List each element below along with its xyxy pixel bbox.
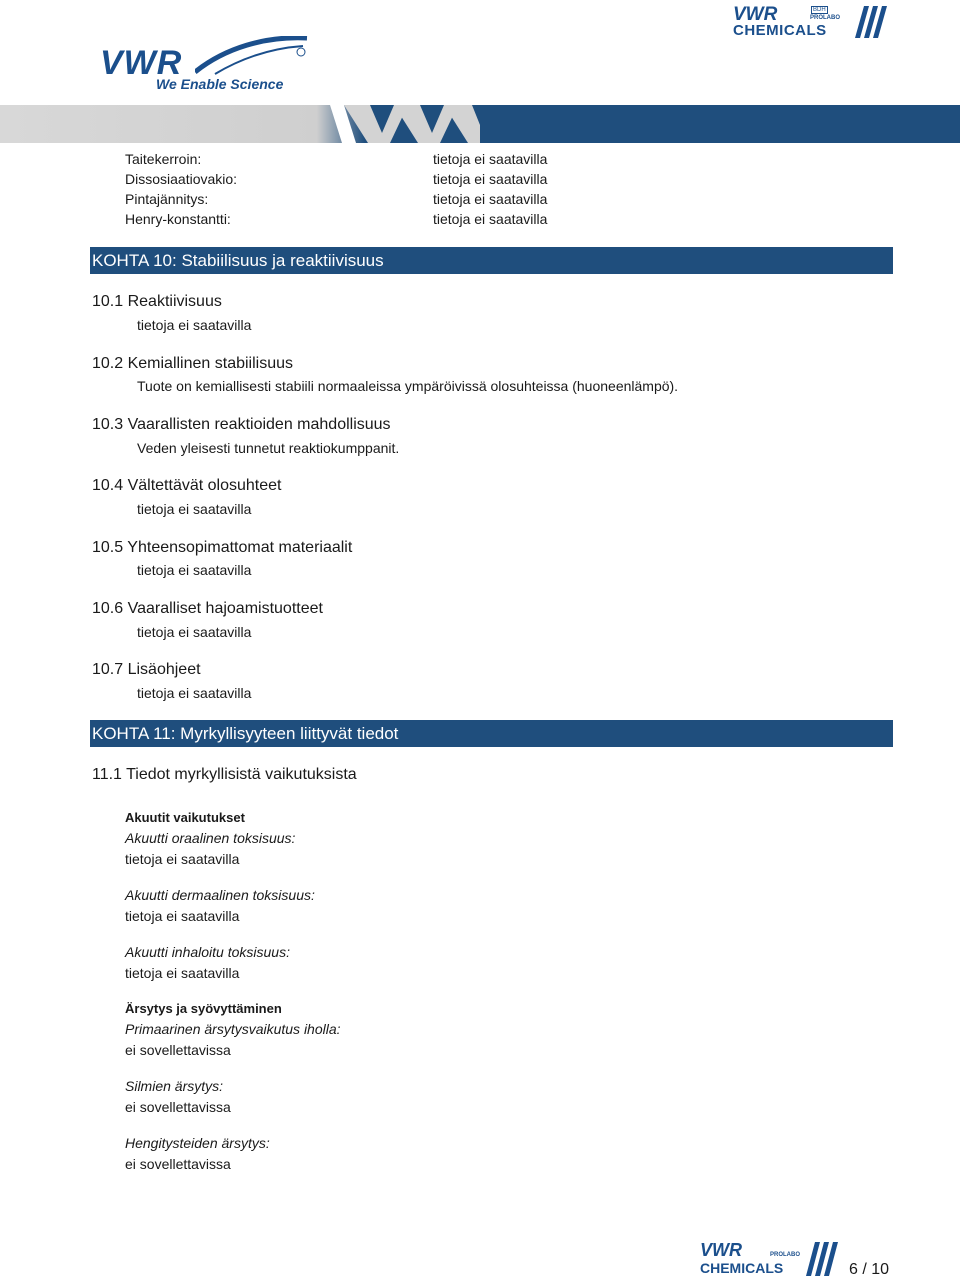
acute-label: Akuutti oraalinen toksisuus: — [125, 830, 296, 846]
logo-chemicals-text: CHEMICALS — [733, 22, 827, 39]
prop-label: Dissosiaatiovakio: — [125, 171, 238, 187]
acute-label: Akuutti dermaalinen toksisuus: — [125, 887, 315, 903]
subsection-heading: 10.4 Vältettävät olosuhteet — [92, 477, 282, 494]
prop-label: Taitekerroin: — [125, 151, 202, 167]
irritation-value: ei sovellettavissa — [125, 1156, 231, 1172]
acute-value: tietoja ei saatavilla — [125, 965, 240, 981]
footer-logo-vwr-text: VWR — [700, 1240, 742, 1260]
vwr-chemicals-logo-top — [733, 6, 893, 40]
irritation-label: Primaarinen ärsytysvaikutus iholla: — [125, 1021, 341, 1037]
subsection-text: tietoja ei saatavilla — [137, 624, 252, 640]
logo-bdh-text: BDH — [813, 7, 826, 13]
logo-stripes-icon — [855, 6, 891, 38]
logo-vwr-text: VWR — [100, 44, 183, 82]
prop-value: tietoja ei saatavilla — [433, 171, 548, 187]
irritation-label: Hengitysteiden ärsytys: — [125, 1135, 270, 1151]
prop-label: Henry-konstantti: — [125, 211, 231, 227]
subsection-heading: 10.5 Yhteensopimattomat materiaalit — [92, 539, 353, 556]
acute-value: tietoja ei saatavilla — [125, 908, 240, 924]
subsection-heading: 10.1 Reaktiivisuus — [92, 293, 222, 310]
vwr-main-logo — [100, 36, 315, 96]
page-number: 6 / 10 — [849, 1261, 890, 1278]
irritation-value: ei sovellettavissa — [125, 1042, 231, 1058]
subsection-heading: 11.1 Tiedot myrkyllisistä vaikutuksista — [92, 766, 357, 783]
subsection-text: tietoja ei saatavilla — [137, 562, 252, 578]
irritation-title: Ärsytys ja syövyttäminen — [125, 1001, 282, 1016]
acute-label: Akuutti inhaloitu toksisuus: — [125, 944, 290, 960]
prop-label: Pintajännitys: — [125, 191, 209, 207]
section-11-title: KOHTA 11: Myrkyllisyyteen liittyvät tiedot — [90, 720, 893, 747]
acute-effects-title: Akuutit vaikutukset — [125, 810, 245, 825]
subsection-text: Tuote on kemiallisesti stabiili normaaleissa ympäröivissä olosuhteissa (huoneenlämpö). — [137, 378, 679, 394]
footer-logo-stripes-icon — [806, 1242, 840, 1276]
footer-logo-chemicals-text: CHEMICALS — [700, 1260, 784, 1276]
footer-logo-prolabo-text: PROLABO — [770, 1252, 800, 1258]
logo-vwr-text: VWR — [733, 4, 778, 25]
subsection-text: tietoja ei saatavilla — [137, 501, 252, 517]
subsection-text: tietoja ei saatavilla — [137, 685, 252, 701]
prop-value: tietoja ei saatavilla — [433, 151, 548, 167]
header-banner — [0, 105, 960, 143]
subsection-heading: 10.3 Vaarallisten reaktioiden mahdollisuus — [92, 416, 391, 433]
logo-swoosh-icon — [195, 36, 310, 76]
subsection-heading: 10.2 Kemiallinen stabiilisuus — [92, 355, 293, 372]
acute-value: tietoja ei saatavilla — [125, 851, 240, 867]
subsection-text: Veden yleisesti tunnetut reaktiokumppanit. — [137, 440, 400, 456]
subsection-text: tietoja ei saatavilla — [137, 317, 252, 333]
logo-tagline: We Enable Science — [156, 76, 284, 92]
logo-prolabo-text: PROLABO — [810, 15, 840, 21]
section-10-title: KOHTA 10: Stabiilisuus ja reaktiivisuus — [90, 247, 893, 274]
irritation-label: Silmien ärsytys: — [125, 1078, 224, 1094]
banner-chevrons-icon — [330, 105, 480, 143]
irritation-value: ei sovellettavissa — [125, 1099, 231, 1115]
prop-value: tietoja ei saatavilla — [433, 211, 548, 227]
subsection-heading: 10.6 Vaaralliset hajoamistuotteet — [92, 600, 323, 617]
prop-value: tietoja ei saatavilla — [433, 191, 548, 207]
subsection-heading: 10.7 Lisäohjeet — [92, 661, 201, 678]
vwr-chemicals-logo-footer — [700, 1242, 840, 1278]
